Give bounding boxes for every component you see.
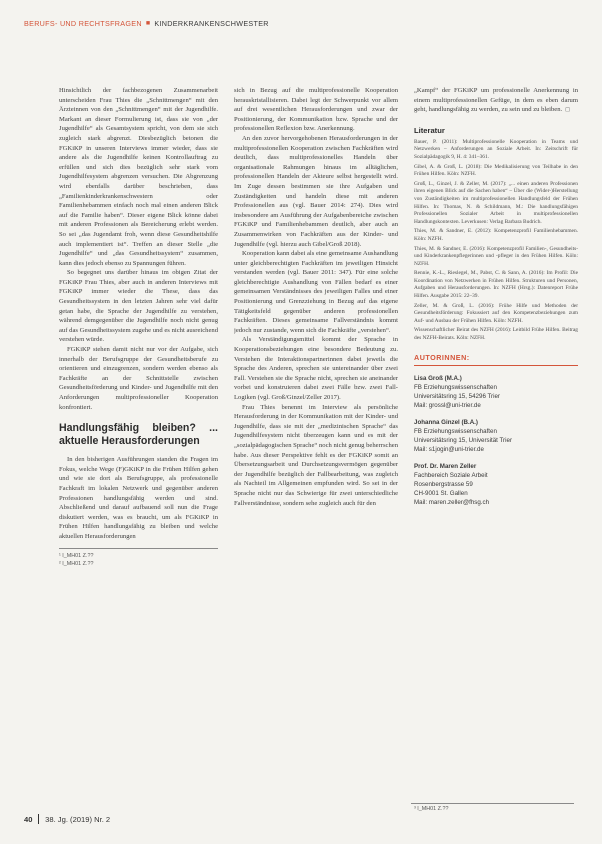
author-email: Mail: grossl@uni-trier.de xyxy=(414,401,481,409)
header-section: BERUFS- UND RECHTSFRAGEN xyxy=(24,18,142,28)
reference-item: Rennie, K.-L., Rieslegel, M., Pabst, C. & Sann, A. (2016): Im Profil: Die Koordination von Netzwerken in Frühen Hilfen. Strukturen und Personen, Aufgaben und Herausforderungen. In: NZFH (Hrsg.): Datenreport Frühe Hilfen. Ausgabe 2015: 22–39. xyxy=(414,270,578,300)
header-separator-icon: ■ xyxy=(145,19,151,27)
page-number: 40 xyxy=(24,814,33,824)
column-2 xyxy=(234,86,398,788)
author-line: CH-9001 St. Gallen xyxy=(414,489,468,497)
paragraph: „Kampf“ der FGKiKP um professionelle Anerkennung in einem multiprofessionellen Gefüge, in dem es eben darum geht, handlungsfähig zu werden, zu sein und zu bleiben. xyxy=(414,87,578,114)
author-line: FB Erziehungswissenschaften xyxy=(414,427,497,435)
author-block xyxy=(414,418,578,454)
paragraph: In den bisherigen Ausführungen standen die Fragen im Fokus, welche Wege (F)GKiKP in die Frühen Hilfen gehen und wie sie dort als Berufsgruppe, als professionelle Fachkraft im lokalen Netzwerk und gegenüber anderen Professionen handlungsfähig werden und sind. Abschließend und darauf aufbauend soll nun die Frage diskutiert werden, was es braucht, um als FGKiKP in Frühen Hilfen handlungsfähig zu bleiben und welche aktuellen Herausforderungen xyxy=(59,456,218,540)
paragraph: Hinsichtlich der fachbezogenen Zusammenarbeit unterscheiden Frau Thies die „Schnittmengen“ mit den Ärzteinnen von den „Schnittmengen“ mit der Jugendhilfe. Markant an dieser Formulierung ist, dass sie von „der Jugendhilfe“ als Gesamtsystem spricht, von dem sie sich zugleich stark abgrenzt. Diesbezüglich betonen die FGKiKP in unseren Interviews immer wieder, dass sie andere als die Jugendhilfe keinen Kontrollauftrag zu erfüllen und sich dies bezüglich sehr stark vom Jugendhilfesystem abgrenzen versuchen. Die Abgrenzung wird ebenfalls darüber beschrieben, dass „Familienkinderkrankenschwestern oder Familienhebammen einfach noch mal einen anderen Blick auf die Familie haben“. Dieser eigene Blick könne dabei mit anderen Professionen als Bereicherung erlebt werden. So sei „das Jugendamt froh, wenn diese Gesundheitshilfe auch implementiert ist“. Treffen an dieser Stelle „die Jugendhilfe“ und „das Gesundheitssystem“ zusammen, kann dies jedoch ebenso zu Spannungen führen. xyxy=(59,87,218,267)
footnote-rule xyxy=(411,803,574,804)
author-line: Fachbereich Soziale Arbeit xyxy=(414,471,488,479)
paragraph: Als Verständigungsmittel kommt der Sprache in Kooperationsbeziehungen eine besondere Bedeutung zu. Verstehen die Interaktionspartnerinnen dabei jeweils die Sprache des Anderen, sprechen sie untereinander über zwei Fall. Verstehen sie die Sprache nicht, sprechen sie aneinander vorbei und konstruieren dabei zwei Fälle bzw. zwei Fall-Logiken (vgl. Groß/Ginzel/Zeller 2017). xyxy=(234,336,398,401)
author-line: FB Erziehungswissenschaften xyxy=(414,383,497,391)
article-columns xyxy=(59,86,578,788)
reference-list xyxy=(414,139,578,343)
footnote: ² I_MH01 Z.?? xyxy=(59,560,94,567)
page-header xyxy=(24,16,578,30)
reference-item: Groß, L., Ginzel, J. & Zeller, M. (2017): „... einen anderen Professionen ihren eigenen Blick auf die Sachen haben“ – Über die (Wider-)Herstellung von Zuständigkeiten im multiprofessionellen Handlungsfeld der Frühen Hilfen. In: Thomas, N. & Schildmann, M.: Die handlungsfähigen Professionellen Sozialer Arbeit in multiprofessionellen Handlungskontexten. Leverkusen: Verlag Barbara Budrich. xyxy=(414,180,578,225)
footnote: ³ I_MH01 Z.?? xyxy=(414,806,449,812)
author-name: Johanna Ginzel (B.A.) xyxy=(414,418,478,426)
reference-item: Wissenschaftlicher Beirat des NZFH (2016): Leitbild Frühe Hilfen. Beitrag des NZFH-Beirats. Köln: NZFH. xyxy=(414,327,578,342)
author-email: Mail: maren.zeller@fhsg.ch xyxy=(414,498,490,506)
paragraph: So begegnet uns darüber hinaus im obigen Zitat der FGKiKP Frau Thies, aber auch in anderen Interviews mit FGKiKP immer wieder die These, dass das Gesundheitssystem in den letzten Jahren sehr viel dafür getan habe, die Sprache der Jugendhilfe zu verstehen, während demgegenüber die Jugendhilfe noch nicht genug auf das Gesundheitssystem zugehe und es nicht ausreichend verstehen würde. xyxy=(59,269,218,344)
literature-heading: Literatur xyxy=(414,125,445,135)
author-name: Lisa Groß (M.A.) xyxy=(414,374,462,382)
column-1 xyxy=(59,86,218,788)
paragraph: FGKiKP stehen damit nicht nur vor der Aufgabe, sich innerhalb der Berufsgruppe der Gesundheitsberufe zu orientieren und einzugrenzen, sondern werden ebenso als Fachkräfte an der Schnittstelle zwischen Gesundheitsförderung und Kinder- und Jugendhilfe mit den Anforderungen multiprofessioneller Kooperation konfrontiert. xyxy=(59,346,218,411)
footnotes xyxy=(59,548,218,568)
paragraph: An den zuvor hervorgehobenen Herausforderungen in der multiprofessionellen Kooperation zwischen Fachkräften wird deutlich, dass multiprofessionelles Handeln über organisationale Rahmungen hinaus im alltäglichen, professionellen Handeln der Akteure selbst hergestellt wird. Im Zuge dessen bestimmen sie ihre Aufgaben und Zuständigkeiten und handeln diese mit anderen Professionellen aus (vgl. Bauer 2014: 274). Dies wird insbesondere am Ausführung der Aufgabenbereiche zwischen FGKiKP und Familienhebammen deutlich, aber auch an Zusammenwirken von Fachkräften aus der Kinder- und Jugendhilfe (vgl. hierzu auch Gibel/Groß 2018). xyxy=(234,134,398,248)
author-line: Rosenbergstrasse 59 xyxy=(414,480,473,488)
reference-item: Thies, M. & Sandner, E. (2016): Kompetenzprofil Familien-, Gesundheits- und Kinderkrankenpflegerinnen und -pfleger in den Frühen Hilfen. Köln: NZFH. xyxy=(414,245,578,267)
authors-heading: AUTORINNEN: xyxy=(414,353,578,366)
closing-paragraph xyxy=(414,86,578,116)
section-heading: Handlungsfähig bleiben? ... aktuelle Herausforderungen xyxy=(59,422,218,447)
footer-divider xyxy=(38,814,39,824)
paragraph: Kooperation kann dabei als eine gemeinsame Aushandlung unter gleichberechtigten Fachkräften im jeweiligen Hinsicht verstanden werden (vgl. Bauer 2011: 347). Für eine solche gleichberechtigte Aushandlung von Fällen bedarf es einer gemeinsamen Verständnisses des jeweiligen Falles und einer Positionierung und Grenzziehung in Bezug auf das eigene Tätigkeitsfeld gegenüber anderen professionellen Fachkräften. Dieses gemeinsame Fallverständnis kommt jedoch nur zustande, wenn sich die Fachkräfte „verstehen“. xyxy=(234,250,398,334)
author-name: Prof. Dr. Maren Zeller xyxy=(414,462,477,470)
page-footer xyxy=(24,812,578,826)
author-line: Universitätsring 15, Universität Trier xyxy=(414,436,512,444)
author-email: Mail: s1jogin@uni-trier.de xyxy=(414,445,484,453)
column-3 xyxy=(414,86,578,788)
paragraph: Frau Thies benennt im Interview als persönliche Herausforderung in der Kommunikation mit der Kinder- und Jugendhilfe, dass sie mit der „medizinischen Sprache“ das Jugendhilfesystem nicht überzeugen kann und es mit der „sozialpädagogischen Sprache“ noch nicht genug beherrschen habe. Aus dieser Perspektive fehlt es der FGKiKP somit an Übersetzungsarbeit und Durchsetzungsvermögen gegenüber der Jugendhilfe bezüglich der Fallbearbeitung, was zugleich als Nachteil im Allgemeinen empfunden wird. So sei in der Sprache nicht nur das Schwierige für zwei unterschiedliche Fallverständnisse, sondern sehe zugleich auch für den xyxy=(234,403,398,507)
author-block xyxy=(414,374,578,410)
paragraph: sich in Bezug auf die multiprofessionelle Kooperation herauskristallisieren. Dabei legt der Schwerpunkt vor allem auf drei wesentlichen Herausforderungen und zwar der Positionierung, der Kommunikation bzw. Sprache und der professionellen Reflexion bzw. Anerkennung. xyxy=(234,87,398,133)
reference-item: Thies, M. & Sandner, E. (2012): Kompetenzprofil Familienhebammen. Köln: NZFH. xyxy=(414,228,578,242)
header-topic: KINDERKRANKENSCHWESTER xyxy=(154,18,269,28)
reference-item: Gibel, A. & Groß, L. (2018): Die Medikalisierung von Teilhabe in den Frühen Hilfen. Köln: NZFH. xyxy=(414,163,578,178)
reference-item: Zeller, M. & Groß, L. (2016): Frühe Hilfe und Methoden der Gesundheitsförderung: Fokussiert auf den Kompetenzbeziehungen zum Auf- und Ausbau der Frühen Hilfen. Köln: NZFH. xyxy=(414,302,578,324)
footnote: ¹ I_MH01 Z.?? xyxy=(59,552,94,559)
issue-info: 38. Jg. (2019) Nr. 2 xyxy=(45,814,111,824)
reference-item: Bauer, P. (2011): Multiprofessionelle Kooperation in Teams und Netzwerken – Anforderungen an Soziale Arbeit. In: Zeitschrift für Sozialpädagogik 9, H. 4: 341–361. xyxy=(414,138,578,160)
author-block xyxy=(414,462,578,507)
end-of-article-icon: ◻ xyxy=(565,107,571,114)
author-line: Universitätsring 15, 54296 Trier xyxy=(414,392,500,400)
